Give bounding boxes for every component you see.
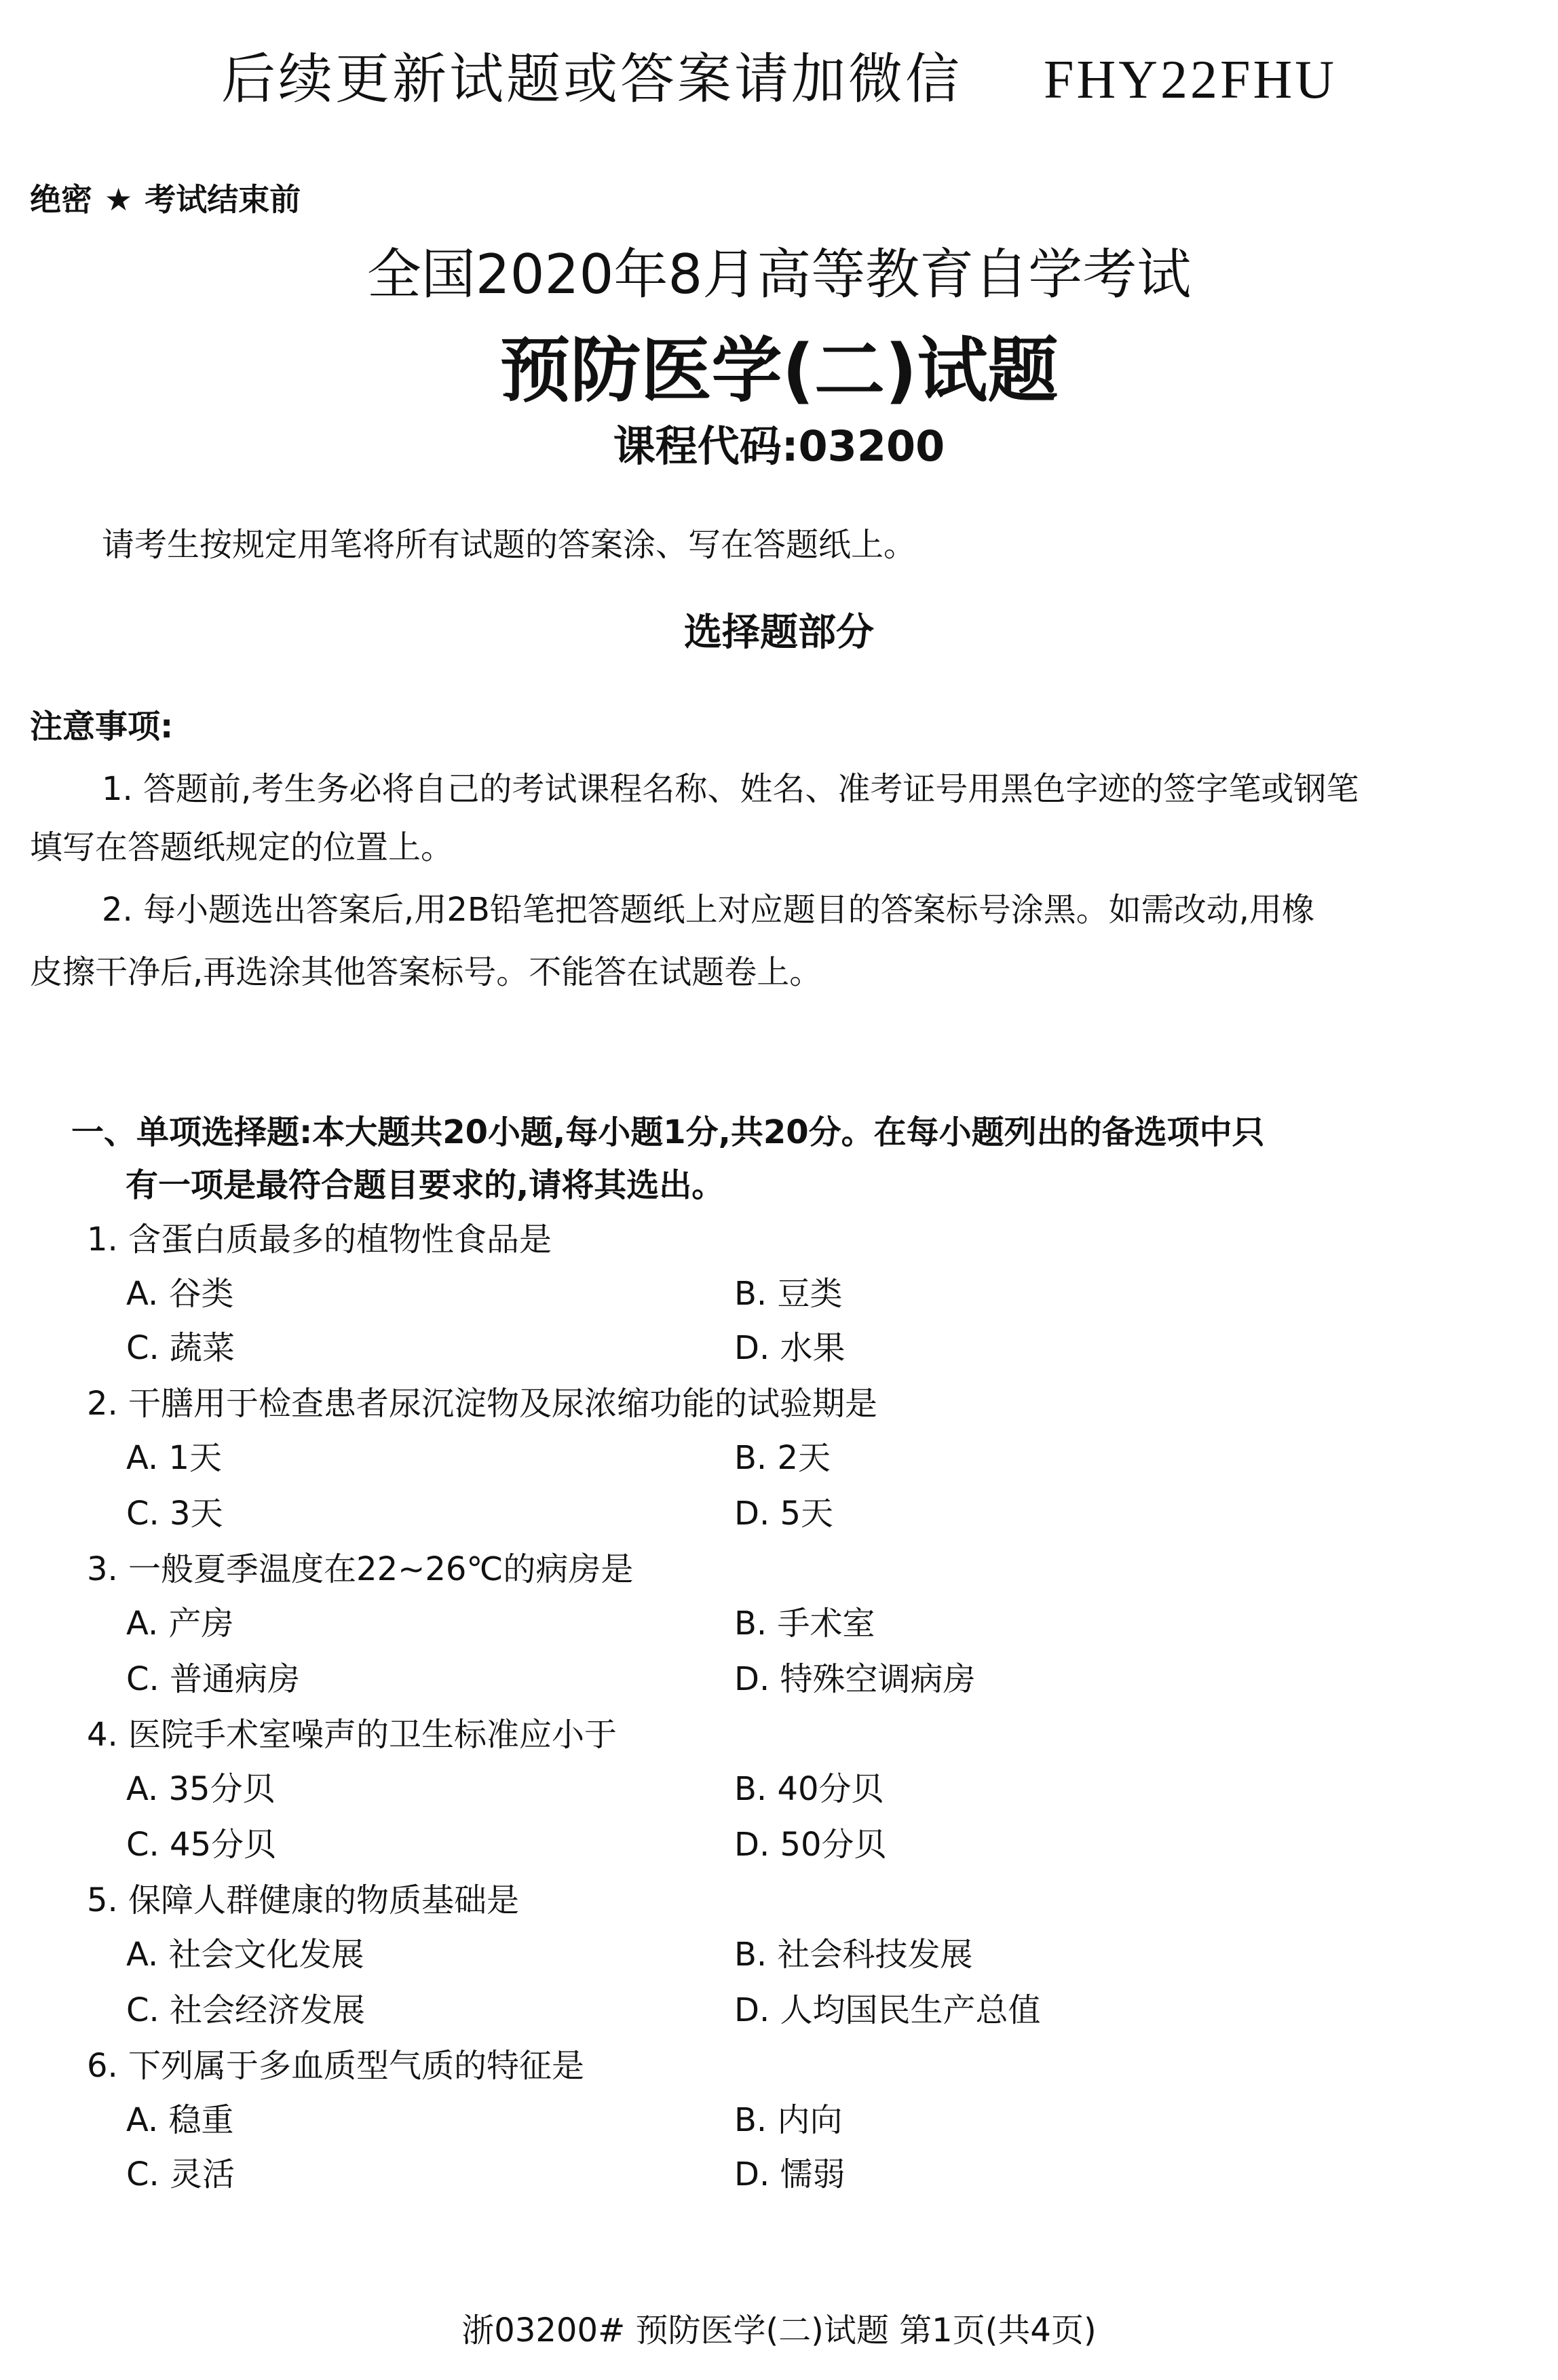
- question-6-stem: 6. 下列属于多血质型气质的特征是: [87, 2047, 585, 2085]
- question-4-option-a: A. 35分贝: [126, 1770, 276, 1808]
- watermark-text: 后续更新试题或答案请加微信: [221, 47, 962, 111]
- question-1-option-b: B. 豆类: [734, 1275, 843, 1313]
- question-6-option-d: D. 懦弱: [734, 2155, 846, 2193]
- question-5-option-c: C. 社会经济发展: [126, 1991, 366, 2029]
- question-1-stem: 1. 含蛋白质最多的植物性食品是: [87, 1221, 552, 1259]
- question-4-stem: 4. 医院手术室噪声的卫生标准应小于: [87, 1716, 618, 1754]
- question-2-option-a: A. 1天: [126, 1439, 223, 1477]
- question-3-option-b: B. 手术室: [734, 1605, 875, 1643]
- question-2-option-d: D. 5天: [734, 1495, 834, 1533]
- question-4-option-c: C. 45分贝: [126, 1826, 277, 1864]
- watermark-banner: [0, 35, 1558, 113]
- confidential-label: [30, 175, 301, 220]
- question-5-stem: 5. 保障人群健康的物质基础是: [87, 1881, 520, 1919]
- note-1-line-2: 填写在答题纸规定的位置上。: [30, 828, 454, 866]
- question-5-option-a: A. 社会文化发展: [126, 1936, 364, 1974]
- exam-name: 全国2020年8月高等教育自学考试: [366, 243, 1192, 306]
- question-2-option-c: C. 3天: [126, 1495, 223, 1533]
- course-code: 课程代码:03200: [613, 421, 945, 471]
- question-6-option-c: C. 灵活: [126, 2155, 235, 2193]
- part-title: 选择题部分: [684, 611, 874, 655]
- question-5-option-d: D. 人均国民生产总值: [734, 1991, 1041, 2029]
- question-1-option-a: A. 谷类: [126, 1275, 234, 1313]
- question-5-option-b: B. 社会科技发展: [734, 1936, 973, 1974]
- page-footer: 浙03200# 预防医学(二)试题 第1页(共4页): [461, 2311, 1097, 2349]
- note-2-line-1: 2. 每小题选出答案后,用2B铅笔把答题纸上对应题目的答案标号涂黑。如需改动,用橡: [102, 891, 1315, 929]
- notes-heading: 注意事项:: [30, 708, 174, 746]
- question-3-stem: 3. 一般夏季温度在22~26℃的病房是: [87, 1550, 634, 1588]
- instruction-text: 请考生按规定用笔将所有试题的答案涂、写在答题纸上。: [102, 526, 917, 564]
- question-4-option-b: B. 40分贝: [734, 1770, 884, 1808]
- question-3-option-d: D. 特殊空调病房: [734, 1660, 976, 1698]
- confidential-text: 绝密: [30, 181, 92, 218]
- question-3-option-a: A. 产房: [126, 1605, 234, 1643]
- page-title: 预防医学(二)试题: [499, 329, 1059, 412]
- note-2-line-2: 皮擦干净后,再选涂其他答案标号。不能答在试题卷上。: [30, 953, 822, 991]
- watermark-code: FHY22FHU: [1043, 50, 1337, 110]
- star-icon: ★: [104, 181, 133, 218]
- confidential-until: 考试结束前: [145, 181, 301, 218]
- question-1-option-d: D. 水果: [734, 1329, 846, 1367]
- question-2-stem: 2. 干膳用于检查患者尿沉淀物及尿浓缩功能的试验期是: [87, 1385, 878, 1423]
- section-heading: 一、单项选择题:本大题共20小题,每小题1分,共20分。在每小题列出的备选项中只: [71, 1113, 1265, 1151]
- question-4-option-d: D. 50分贝: [734, 1826, 887, 1864]
- question-1-option-c: C. 蔬菜: [126, 1329, 235, 1367]
- question-2-option-b: B. 2天: [734, 1439, 831, 1477]
- question-3-option-c: C. 普通病房: [126, 1660, 301, 1698]
- section-heading-cont: 有一项是最符合题目要求的,请将其选出。: [126, 1166, 725, 1204]
- question-6-option-a: A. 稳重: [126, 2101, 234, 2139]
- note-1-line-1: 1. 答题前,考生务必将自己的考试课程名称、姓名、准考证号用黑色字迹的签字笔或钢笔: [102, 770, 1359, 808]
- question-6-option-b: B. 内向: [734, 2101, 843, 2139]
